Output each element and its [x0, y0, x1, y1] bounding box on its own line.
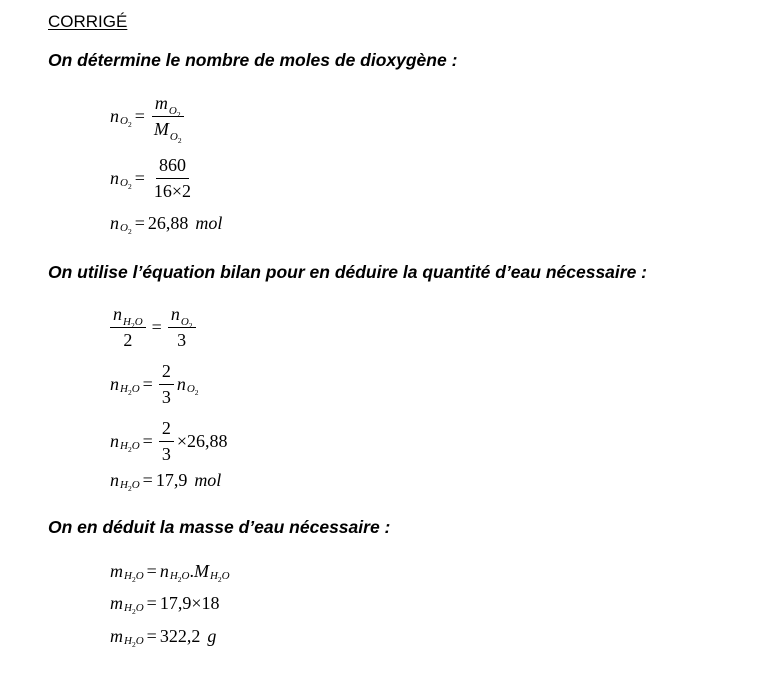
fraction: $\frac{2}{3}$ — [159, 419, 174, 464]
fraction: $\frac{n_{O_2}}{3}$ — [168, 305, 196, 350]
section-heading-equation-bilan: On utilise l’équation bilan pour en déduire la quantité d’eau nécessaire : — [48, 262, 648, 282]
equation-n-h2o-numeric: n $H_2O$ = $\frac{2}{3}$ × 26,88 — [110, 418, 228, 464]
fraction: $\frac{860}{16\times 2}$ — [153, 155, 192, 201]
equation-ratio: $\frac{n_{H_2O}}{2}$ = $\frac{n_{O_2}}{3}$ — [110, 305, 199, 350]
fraction: $\frac{m_{O_2}}{M_{O_2}}$ — [153, 93, 182, 145]
equation-n-o2-definition: n $O_2$ = $\frac{m_{O_2}}{M_{O_2}}$ — [110, 94, 188, 139]
equation-n-o2-result: n $O_2$ = 26,88 mol — [110, 213, 223, 236]
equation-m-h2o-definition: m $H_2O$ = n $H_2O$ . M $H_2O$ — [110, 561, 230, 584]
section-heading-dioxygene: On détermine le nombre de moles de dioxygène : — [48, 50, 458, 70]
equation-m-h2o-numeric: m $H_2O$ = 17,9×18 — [110, 593, 220, 616]
equation-n-o2-numeric: n $O_2$ = $\frac{860}{16\times 2}$ — [110, 156, 197, 201]
equation-m-h2o-result: m $H_2O$ = 322,2 g — [110, 626, 217, 649]
fraction: $\frac{n_{H_2O}}{2}$ — [110, 305, 146, 350]
equation-n-h2o-expression: n $H_2O$ = $\frac{2}{3}$ n $O_2$ — [110, 361, 199, 407]
section-heading-masse-eau: On en déduit la masse d’eau nécessaire : — [48, 517, 391, 537]
page-title: CORRIGÉ — [48, 12, 128, 31]
fraction: $\frac{2}{3}$ — [159, 362, 174, 407]
equation-n-h2o-result: n $H_2O$ = 17,9 mol — [110, 470, 222, 493]
